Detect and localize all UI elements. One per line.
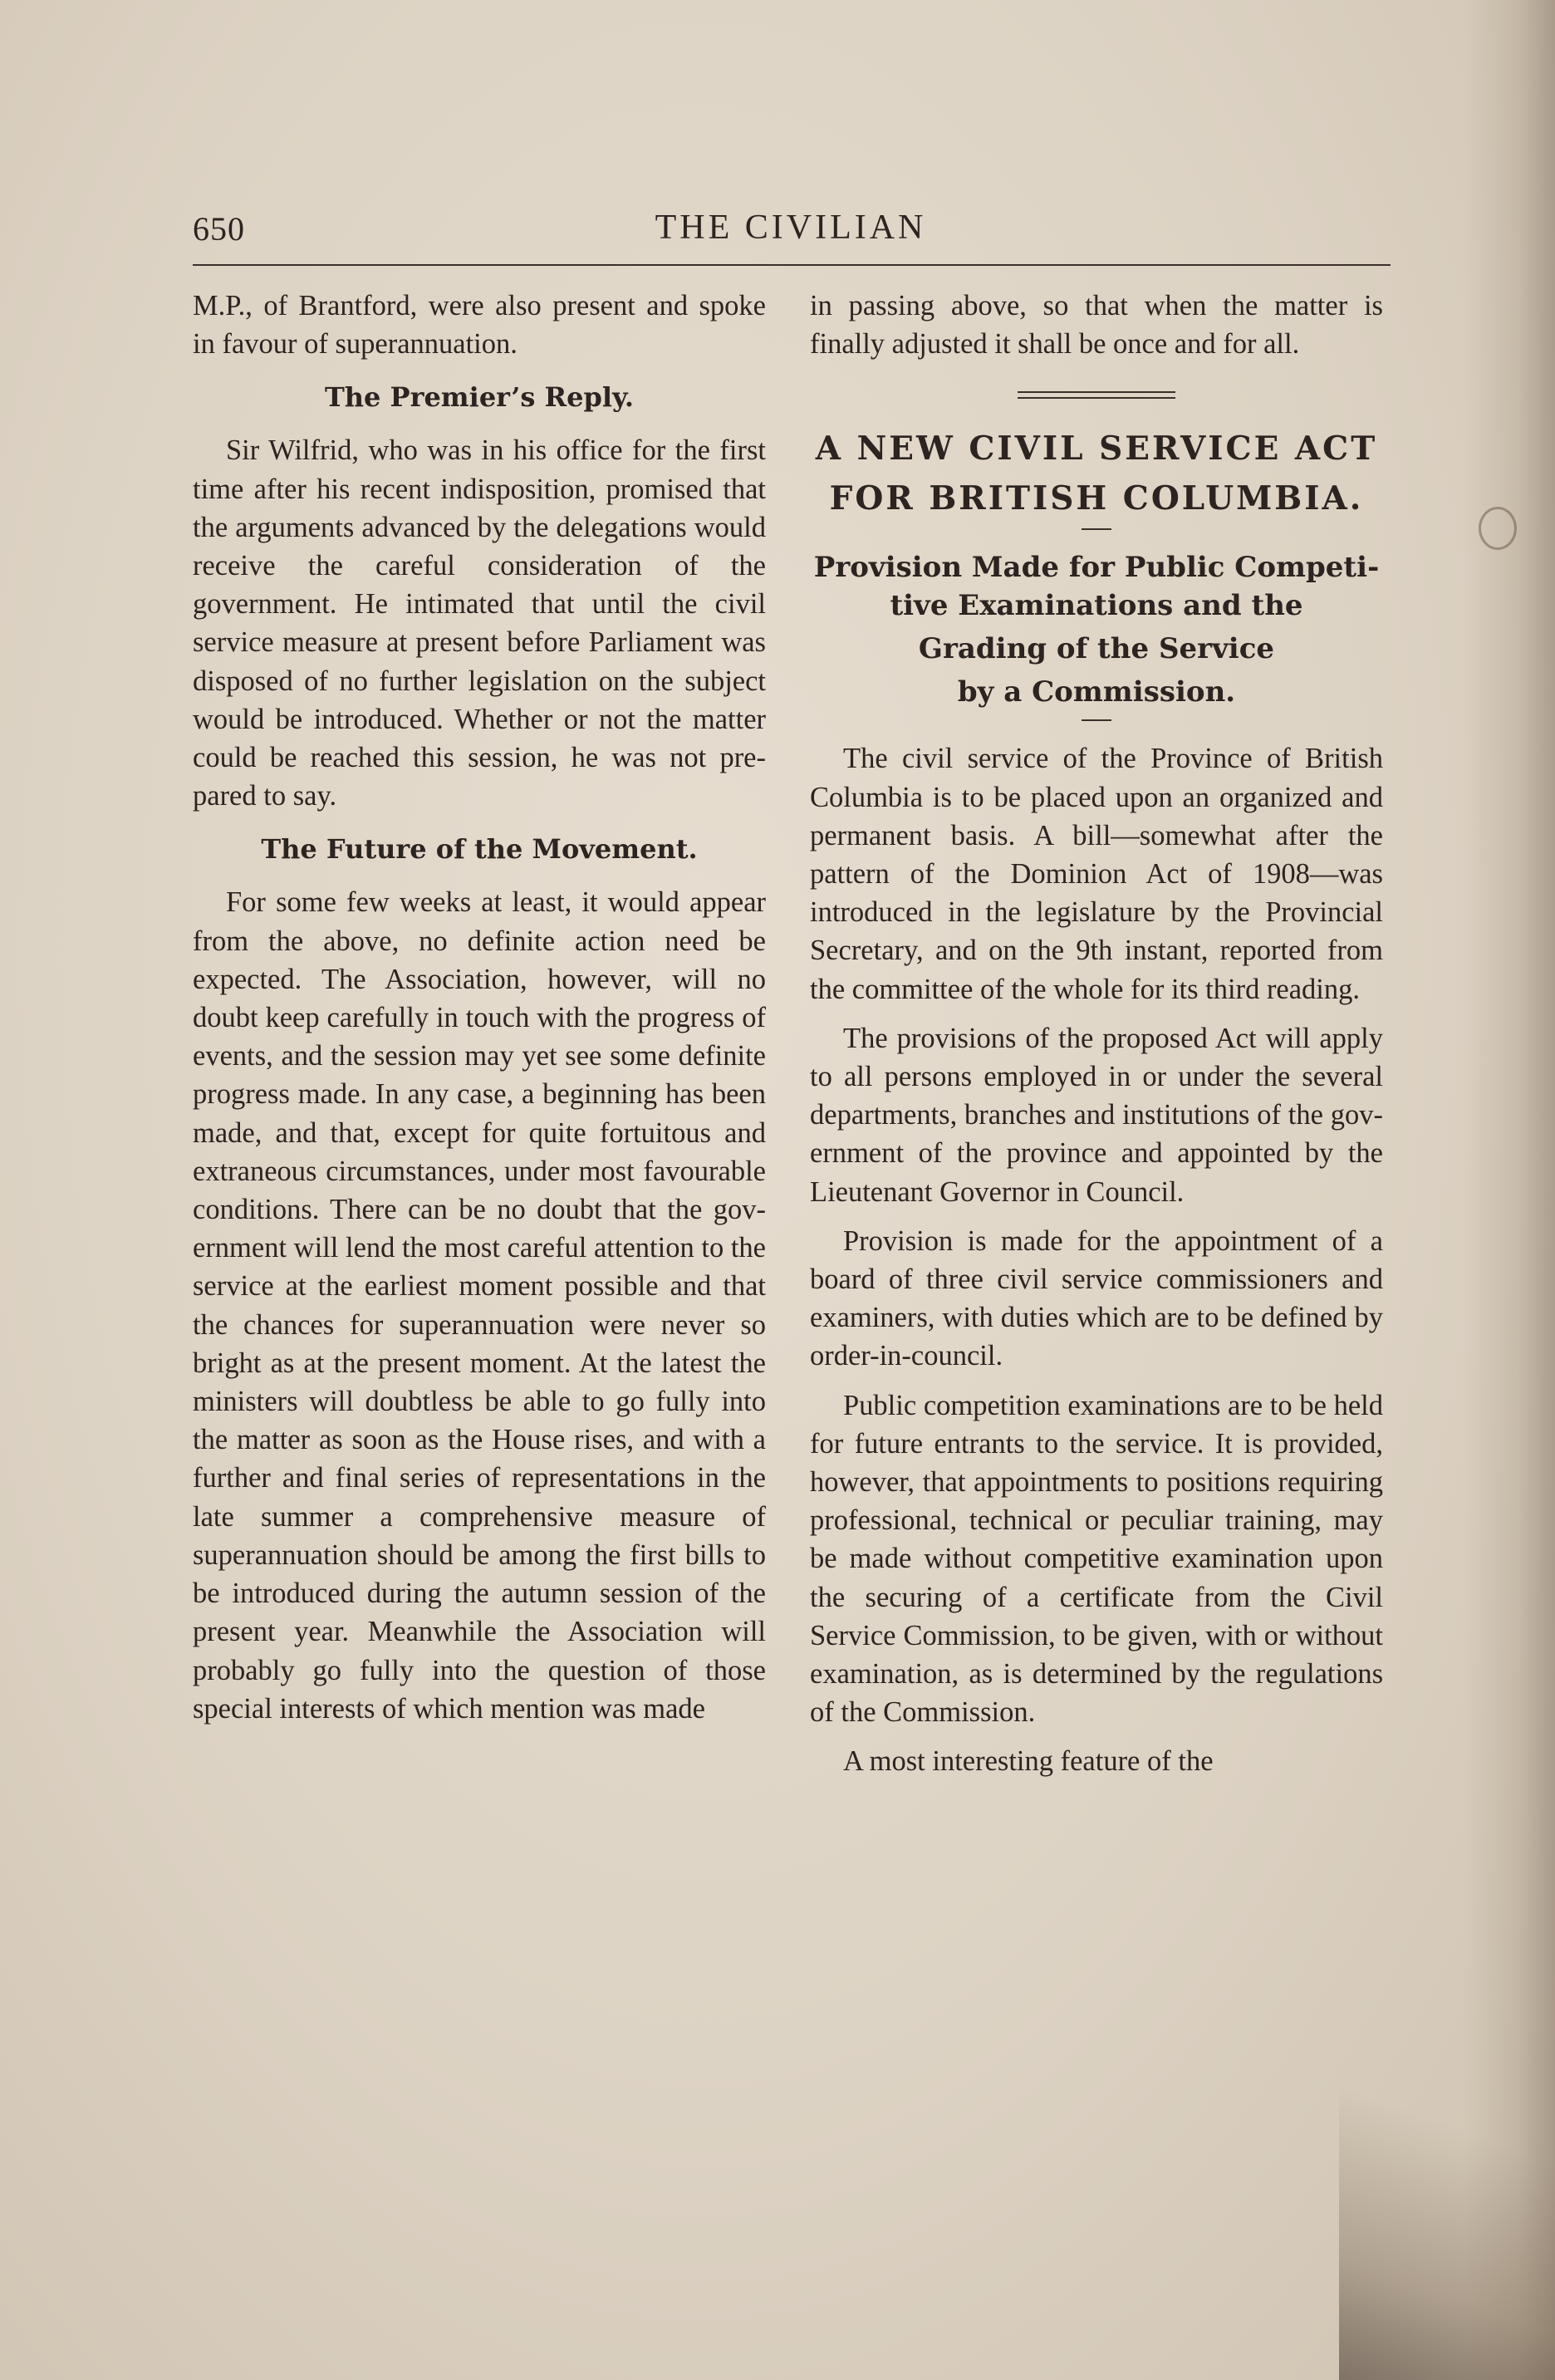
paragraph: The provisions of the proposed Act will apply to all persons employed in or under the several departments, branches and institutions of the government of the province and appointed by the Lieutenant Governor in Council. <box>810 1022 1383 1208</box>
page-header <box>193 208 1389 266</box>
paragraph: in passing above, so that when the matter is finally adjusted it shall be once and for all. <box>810 290 1383 361</box>
left-column <box>193 287 766 1739</box>
article-subheadline-2: Grading of the Service <box>918 632 1275 666</box>
paragraph: Sir Wilfrid, who was in his office for the first time after his recent indisposition, promised that the arguments advanced by the delegations would receive the careful consideration of the government. He intimated that until the civil service measure at present before Parliament was disposed of no further legislation on the subject would be introduced. Whether or not the matter could be reached this session, he was not prepared to say. <box>193 434 766 812</box>
short-dash <box>1082 719 1111 721</box>
margin-mark <box>1479 507 1517 550</box>
section-heading-premier-reply: The Premier’s Reply. <box>324 381 635 414</box>
header-rule <box>193 264 1391 266</box>
page-corner-fold <box>1339 1965 1555 2380</box>
paragraph: M.P., of Brantford, were also present and spoke in favour of superannuation. <box>193 290 766 361</box>
right-column <box>810 287 1383 1792</box>
section-heading-future-movement: The Future of the Movement. <box>261 833 698 866</box>
short-dash <box>1082 528 1111 530</box>
paragraph: Public competition examinations are to be held for future entrants to the service. It is provided, however, that appointments to positions requiring professional, technical or peculiar training, may be made without competitive examination upon the securing of a certificate from the Civil Service Commission, to be given, with or without examination, as is determined by the regulations of the Commission. <box>810 1389 1383 1729</box>
paragraph: The civil service of the Province of British Columbia is to be placed upon an organized and permanent basis. A bill—somewhat after the pattern of the Dominion Act of 1908—was introduced in the legislature by the Provincial Secretary, and on the 9th instant, reported from the committee of the whole for its third reading. <box>810 743 1383 1005</box>
paragraph: Provision is made for the appointment of a board of three civil service commissioners and examiners, with duties which are to be defined by order-in-council. <box>810 1224 1383 1372</box>
article-headline-line-2: FOR BRITISH COLUMBIA. <box>829 479 1364 518</box>
running-title: THE CIVILIAN <box>655 209 927 247</box>
section-divider <box>1018 391 1175 399</box>
paragraph: For some few weeks at least, it would appear from the above, no definite action need be expected. The Association, however, will no doubt keep carefully in touch with the progress of events, and the session may yet see some definite progress made. In any case, a beginning has been made, and that, except for quite fortuitous and extraneous circumstances, under most favourable conditions. There can be no doubt that the government will lend the most careful attention to the service at the earliest moment possible and that the chances for superannuation were never so bright as at the present moment. At the latest the ministers will doubtless be able to go fully into the matter as soon as the House rises, and with a further and final series of representations in the late summer a comprehensive measure of superannuation should be among the first bills to be introduced during the autumn session of the present year. Meanwhile the Association will probably go fully into the question of those special interests of which mention was made <box>193 886 766 1725</box>
article-subheadline-3: by a Commission. <box>957 675 1236 709</box>
article-subheadline-1: Provision Made for Public Competitive Examinations and the <box>813 551 1380 623</box>
paragraph: A most interesting feature of the <box>843 1745 1214 1778</box>
page-number: 650 <box>193 210 245 248</box>
article-headline-line-1: A NEW CIVIL SERVICE ACT <box>815 429 1378 469</box>
